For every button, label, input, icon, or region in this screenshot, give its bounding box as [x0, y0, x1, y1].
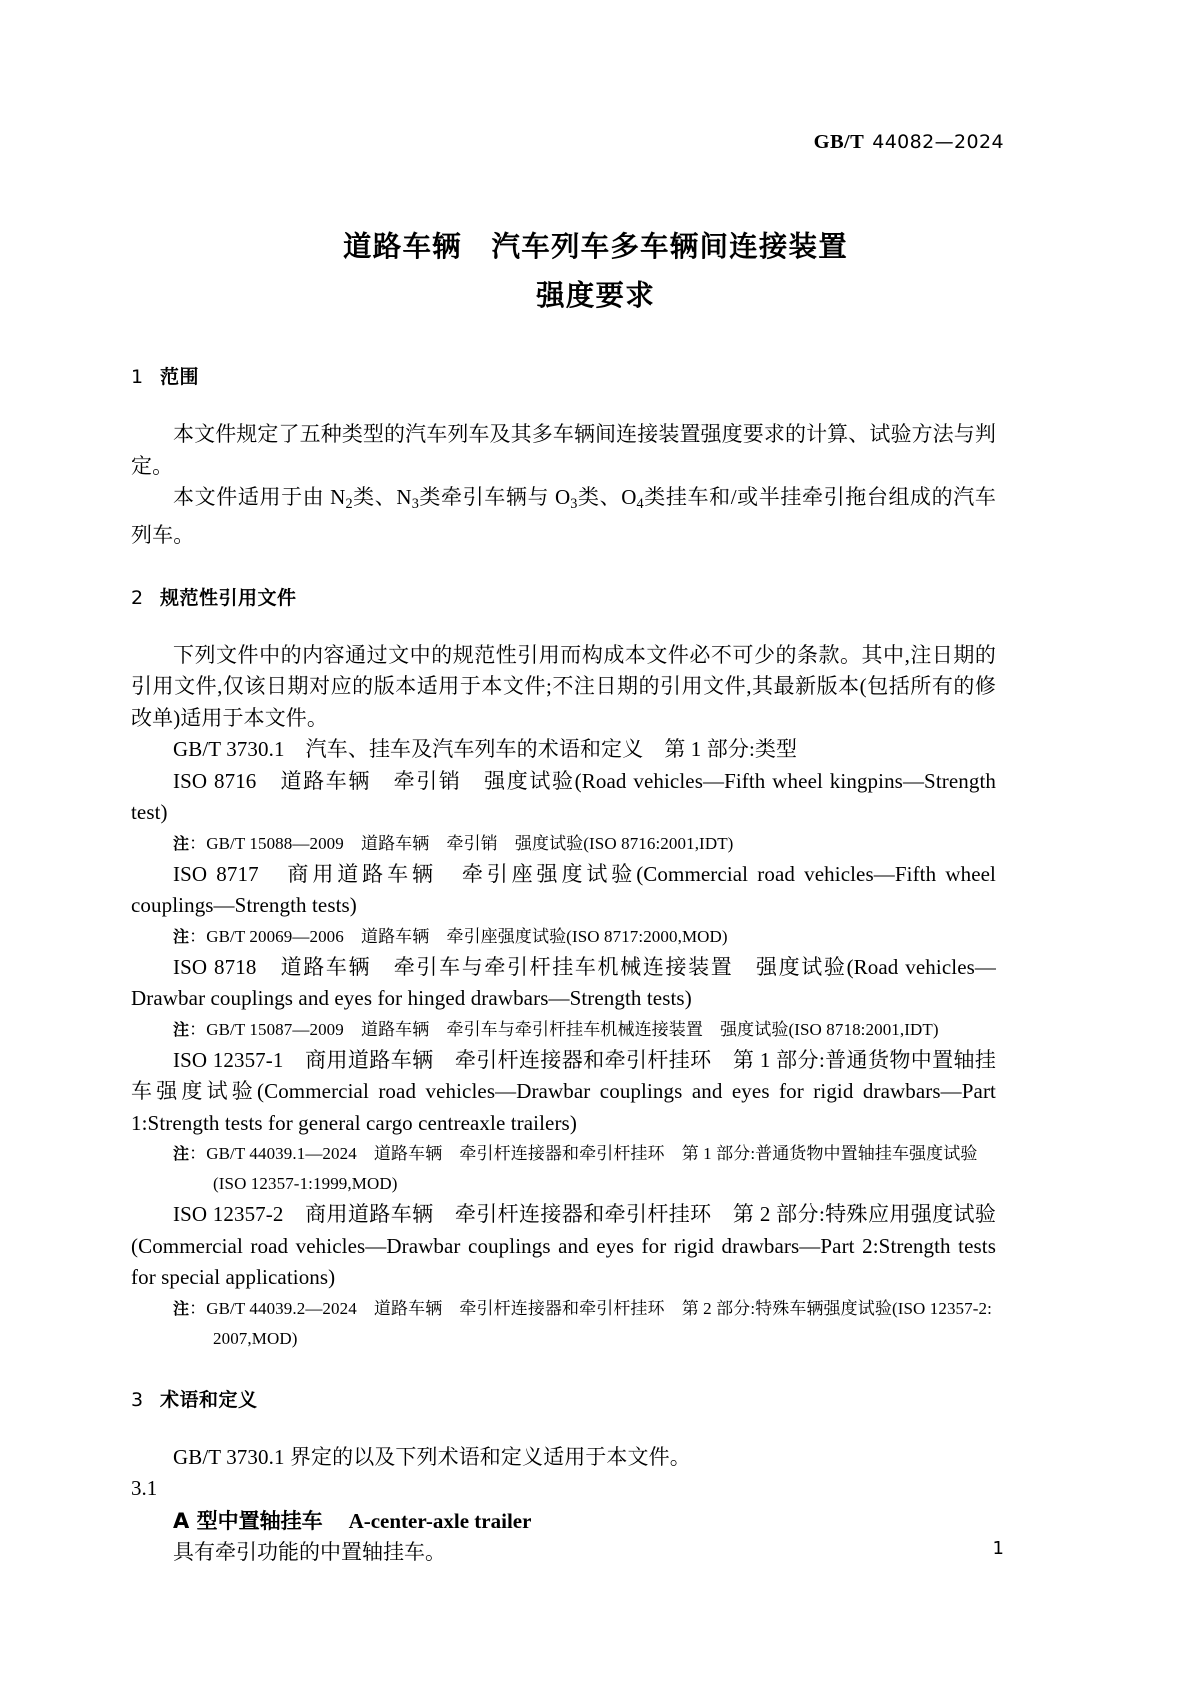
clause-title-3: 术语和定义 [160, 1388, 258, 1411]
standard-number: 44082—2024 [872, 131, 1004, 153]
reference-entry: ISO 8718 道路车辆 牵引车与牵引杆挂车机械连接装置 强度试验(Road vehicles—Drawbar couplings and eyes for hinged drawbars—Strength tests) [131, 954, 996, 1011]
scope-mid-2: 类牵引车辆与 O [418, 485, 571, 509]
standard-prefix: GB/T [813, 131, 865, 153]
scope-sub-o4: 4 [636, 495, 644, 512]
note-text: GB/T 44039.1—2024 道路车辆 牵引杆连接器和牵引杆挂环 第 1 部分:普通货物中置轴挂车强度试验 [206, 1144, 978, 1164]
term-number: 3.1 [131, 1476, 158, 1501]
clause-heading-2 [131, 583, 996, 610]
term-name-en: A-center-axle trailer [348, 1508, 532, 1533]
note-label: 注 [173, 1019, 190, 1039]
reference-note [131, 922, 996, 952]
clause-heading-3 [131, 1385, 996, 1412]
reference-note [131, 1294, 996, 1324]
scope-mid-1: 类、N [352, 485, 412, 509]
term-name [131, 1505, 996, 1537]
note-text: GB/T 44039.2—2024 道路车辆 牵引杆连接器和牵引杆挂环 第 2 部分:特殊车辆强度试验(ISO 12357-2: [206, 1298, 992, 1318]
note-colon: ： [189, 1144, 207, 1164]
reference-entry: ISO 12357-1 商用道路车辆 牵引杆连接器和牵引杆挂环 第 1 部分:普通货物中置轴挂车强度试验(Commercial road vehicles—Drawbar couplings and eyes for rigid drawbars—Part 1:Strength tests for general cargo centreaxle trailers) [131, 1047, 996, 1135]
reference-note [131, 1139, 996, 1169]
note-label: 注 [173, 833, 190, 853]
scope-suffix: 类挂车和/或半挂牵引拖台组成的汽车列车。 [131, 485, 996, 548]
scope-prefix: 本文件适用于由 N [173, 485, 346, 509]
reference-note [131, 829, 996, 859]
title-line-1: 道路车辆 汽车列车多车辆间连接装置 [343, 230, 848, 263]
note-text: GB/T 15087—2009 道路车辆 牵引车与牵引杆挂车机械连接装置 强度试验(ISO 8718:2001,IDT) [206, 1019, 939, 1039]
note-label: 注 [173, 926, 190, 946]
note-text: GB/T 15088—2009 道路车辆 牵引销 强度试验(ISO 8716:2001,IDT) [206, 833, 734, 853]
document-body [131, 362, 996, 1568]
note-label: 注 [173, 1298, 190, 1318]
scope-paragraph-1: 本文件规定了五种类型的汽车列车及其多车辆间连接装置强度要求的计算、试验方法与判定。 [131, 422, 996, 478]
scope-sub-n3: 3 [411, 495, 419, 512]
reference-entry: ISO 8717 商用道路车辆 牵引座强度试验(Commercial road vehicles—Fifth wheel couplings—Strength tests) [131, 861, 996, 918]
note-colon: ： [189, 1298, 207, 1318]
reference-entry: ISO 8716 道路车辆 牵引销 强度试验(Road vehicles—Fifth wheel kingpins—Strength test) [131, 768, 996, 825]
reference-note [131, 1015, 996, 1045]
clause-title-1: 范围 [160, 366, 200, 388]
scope-paragraph-2 [131, 482, 996, 552]
clause-number-2: 2 [131, 586, 144, 609]
scope-mid-3: 类、O [577, 485, 637, 509]
reference-entry: GB/T 3730.1 汽车、挂车及汽车列车的术语和定义 第 1 部分:类型 [173, 737, 798, 762]
term-definition: 具有牵引功能的中置轴挂车。 [173, 1539, 446, 1564]
note-colon: ： [189, 926, 207, 946]
reference-note-continued: 2007,MOD) [213, 1328, 298, 1348]
note-text: GB/T 20069—2006 道路车辆 牵引座强度试验(ISO 8717:2000,MOD) [206, 926, 728, 946]
note-label: 注 [173, 1144, 190, 1164]
scope-sub-o3: 3 [570, 495, 578, 512]
page-number: 1 [992, 1538, 1004, 1559]
clause-heading-1 [131, 362, 996, 389]
title-line-2: 强度要求 [536, 279, 655, 312]
terms-intro-paragraph: GB/T 3730.1 界定的以及下列术语和定义适用于本文件。 [173, 1444, 691, 1469]
normative-intro-paragraph: 下列文件中的内容通过文中的规范性引用而构成本文件必不可少的条款。其中,注日期的引用文件,仅该日期对应的版本适用于本文件;不注日期的引用文件,其最新版本(包括所有的修改单)适用于本文件。 [131, 642, 996, 730]
reference-entry: ISO 12357-2 商用道路车辆 牵引杆连接器和牵引杆挂环 第 2 部分:特殊应用强度试验(Commercial road vehicles—Drawbar couplings and eyes for rigid drawbars—Part 2:Strength tests for special applications) [131, 1202, 996, 1290]
note-colon: ： [189, 833, 207, 853]
clause-title-2: 规范性引用文件 [160, 586, 297, 609]
term-name-cn: A 型中置轴挂车 [173, 1508, 323, 1533]
document-title [0, 222, 1191, 320]
running-header [814, 131, 1004, 154]
note-colon: ： [189, 1019, 207, 1039]
reference-note-continued: (ISO 12357-1:1999,MOD) [213, 1174, 398, 1194]
clause-number-3: 3 [131, 1388, 144, 1411]
scope-sub-n2: 2 [345, 495, 353, 512]
clause-number-1: 1 [131, 366, 144, 388]
